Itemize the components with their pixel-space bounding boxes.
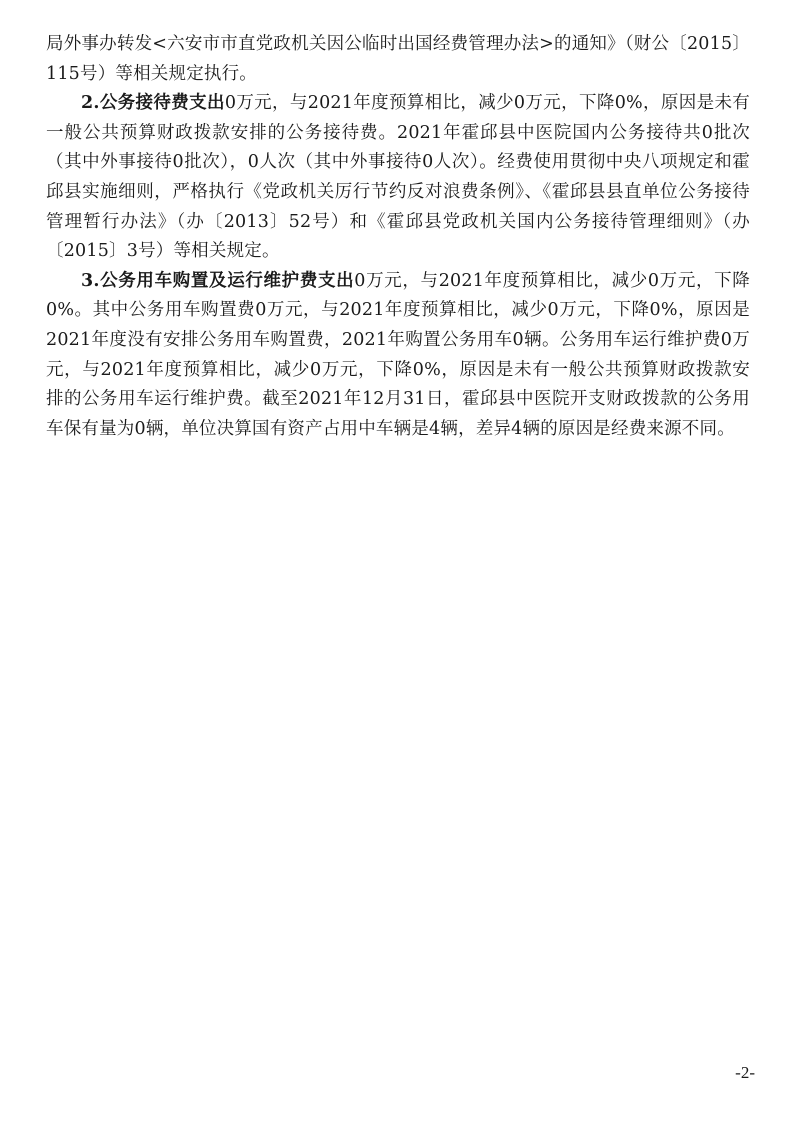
vehicle-expense-heading: 3.公务用车购置及运行维护费支出 [81, 270, 355, 291]
reception-expense-heading: 2.公务接待费支出 [81, 93, 225, 114]
paragraph-reception-expense [46, 89, 750, 267]
paragraph-continuation-text: 局外事办转发<六安市市直党政机关因公临时出国经费管理办法>的通知》（财公〔2015〕115号）等相关规定执行。 [46, 34, 750, 84]
page-number: -2- [735, 1063, 755, 1082]
paragraph-vehicle-expense [46, 267, 750, 445]
paragraph-continuation [46, 30, 750, 89]
document-page [46, 30, 750, 444]
vehicle-expense-text: 0万元，与2021年度预算相比，减少0万元，下降0%。其中公务用车购置费0万元，与2021年度预算相比，减少0万元，下降0%，原因是2021年度没有安排公务用车购置费，2021年购置公务用车0辆。公务用车运行维护费0万元，与2021年度预算相比，减少0万元，下降0%，原因是未有一般公共预算财政拨款安排的公务用车运行维护费。截至2021年12月31日，霍邱县中医院开支财政拨款的公务用车保有量为0辆，单位决算国有资产占用中车辆是4辆，差异4辆的原因是经费来源不同。 [46, 270, 750, 439]
reception-expense-text: 0万元，与2021年度预算相比，减少0万元，下降0%，原因是未有一般公共预算财政拨款安排的公务接待费。2021年霍邱县中医院国内公务接待共0批次（其中外事接待0批次），0人次（其中外事接待0人次）。经费使用贯彻中央八项规定和霍邱县实施细则，严格执行《党政机关厉行节约反对浪费条例》、《霍邱县县直单位公务接待管理暂行办法》（办〔2013〕52号）和《霍邱县党政机关国内公务接待管理细则》（办〔2015〕3号）等相关规定。 [46, 93, 750, 262]
